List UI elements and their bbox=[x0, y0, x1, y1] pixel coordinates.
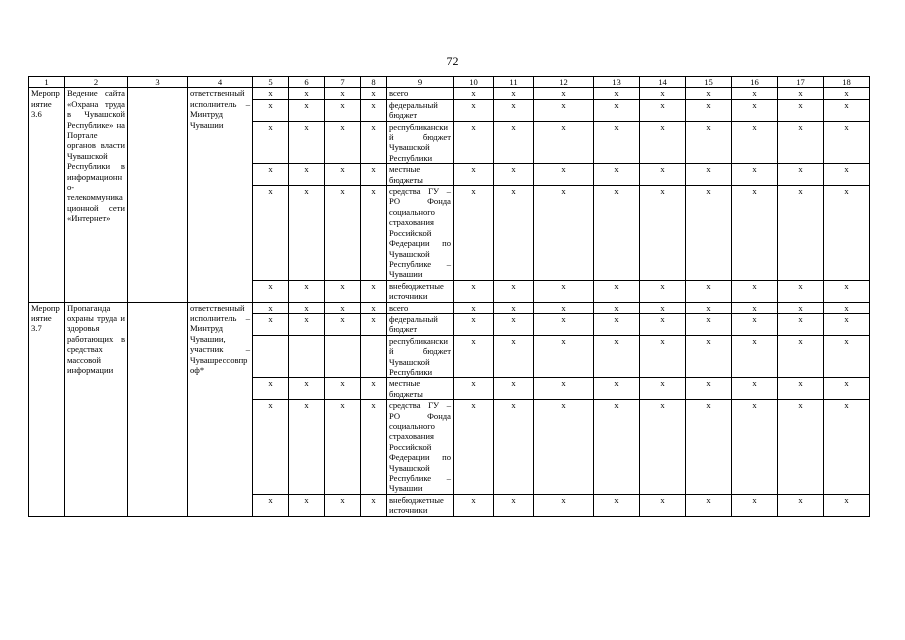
value-cell: х bbox=[732, 378, 778, 400]
value-cell: х bbox=[778, 302, 824, 313]
funding-source: всего bbox=[387, 88, 454, 99]
value-cell: х bbox=[594, 400, 640, 495]
column-number: 15 bbox=[686, 77, 732, 88]
column-number: 16 bbox=[732, 77, 778, 88]
value-cell: х bbox=[732, 99, 778, 121]
value-cell: х bbox=[289, 121, 325, 164]
value-cell bbox=[325, 335, 361, 378]
value-cell: х bbox=[454, 164, 494, 186]
funding-source: внебюджетные источники bbox=[387, 494, 454, 516]
value-cell: х bbox=[686, 400, 732, 495]
value-cell: х bbox=[640, 400, 686, 495]
value-cell: х bbox=[686, 186, 732, 281]
column-number: 11 bbox=[494, 77, 534, 88]
value-cell: х bbox=[824, 400, 870, 495]
column-number: 4 bbox=[188, 77, 253, 88]
value-cell: х bbox=[534, 400, 594, 495]
column-number: 18 bbox=[824, 77, 870, 88]
table-row bbox=[29, 302, 870, 313]
value-cell: х bbox=[686, 121, 732, 164]
value-cell: х bbox=[824, 186, 870, 281]
value-cell: х bbox=[325, 400, 361, 495]
value-cell: х bbox=[289, 186, 325, 281]
value-cell: х bbox=[534, 280, 594, 302]
value-cell: х bbox=[594, 302, 640, 313]
value-cell: х bbox=[253, 99, 289, 121]
funding-source: местные бюджеты bbox=[387, 378, 454, 400]
value-cell: х bbox=[454, 302, 494, 313]
value-cell: х bbox=[824, 280, 870, 302]
value-cell: х bbox=[454, 88, 494, 99]
value-cell: х bbox=[534, 302, 594, 313]
value-cell: х bbox=[778, 378, 824, 400]
value-cell: х bbox=[534, 88, 594, 99]
value-cell: х bbox=[494, 302, 534, 313]
value-cell: х bbox=[732, 313, 778, 335]
page-number: 72 bbox=[446, 54, 459, 68]
value-cell: х bbox=[824, 378, 870, 400]
column-number: 3 bbox=[128, 77, 188, 88]
value-cell: х bbox=[594, 99, 640, 121]
value-cell: х bbox=[494, 313, 534, 335]
value-cell: х bbox=[640, 302, 686, 313]
value-cell: х bbox=[454, 280, 494, 302]
value-cell: х bbox=[361, 378, 387, 400]
value-cell: х bbox=[253, 313, 289, 335]
value-cell: х bbox=[824, 164, 870, 186]
column-number: 10 bbox=[454, 77, 494, 88]
column-number: 9 bbox=[387, 77, 454, 88]
column-number: 1 bbox=[29, 77, 65, 88]
value-cell: х bbox=[778, 121, 824, 164]
value-cell: х bbox=[494, 99, 534, 121]
value-cell: х bbox=[494, 121, 534, 164]
value-cell: х bbox=[289, 88, 325, 99]
funding-source: внебюджетные источники bbox=[387, 280, 454, 302]
value-cell: х bbox=[289, 280, 325, 302]
value-cell: х bbox=[289, 164, 325, 186]
value-cell: х bbox=[253, 400, 289, 495]
value-cell: х bbox=[686, 99, 732, 121]
measure-id: Мероприятие 3.7 bbox=[29, 302, 65, 516]
value-cell: х bbox=[494, 378, 534, 400]
value-cell: х bbox=[594, 335, 640, 378]
value-cell: х bbox=[778, 164, 824, 186]
value-cell: х bbox=[253, 88, 289, 99]
value-cell: х bbox=[686, 280, 732, 302]
value-cell: х bbox=[640, 313, 686, 335]
value-cell: х bbox=[253, 186, 289, 281]
value-cell: х bbox=[686, 335, 732, 378]
value-cell: х bbox=[253, 302, 289, 313]
table-row bbox=[29, 88, 870, 99]
value-cell: х bbox=[732, 400, 778, 495]
value-cell: х bbox=[686, 313, 732, 335]
value-cell: х bbox=[325, 164, 361, 186]
measure-id: Мероприятие 3.6 bbox=[29, 88, 65, 302]
value-cell: х bbox=[361, 313, 387, 335]
value-cell: х bbox=[534, 186, 594, 281]
value-cell: х bbox=[494, 186, 534, 281]
value-cell: х bbox=[325, 121, 361, 164]
value-cell: х bbox=[454, 121, 494, 164]
value-cell: х bbox=[534, 99, 594, 121]
funding-source: республиканский бюджет Чувашской Республики bbox=[387, 335, 454, 378]
value-cell: х bbox=[494, 88, 534, 99]
column-number: 7 bbox=[325, 77, 361, 88]
value-cell: х bbox=[325, 88, 361, 99]
value-cell: х bbox=[778, 335, 824, 378]
header-row bbox=[29, 77, 870, 88]
value-cell: х bbox=[732, 186, 778, 281]
value-cell: х bbox=[361, 164, 387, 186]
value-cell: х bbox=[534, 378, 594, 400]
value-cell: х bbox=[325, 378, 361, 400]
value-cell: х bbox=[824, 494, 870, 516]
value-cell: х bbox=[778, 99, 824, 121]
value-cell: х bbox=[253, 494, 289, 516]
value-cell: х bbox=[686, 302, 732, 313]
funding-source: местные бюджеты bbox=[387, 164, 454, 186]
value-cell: х bbox=[494, 164, 534, 186]
value-cell: х bbox=[361, 88, 387, 99]
value-cell bbox=[361, 335, 387, 378]
value-cell: х bbox=[289, 313, 325, 335]
value-cell: х bbox=[325, 494, 361, 516]
value-cell: х bbox=[824, 121, 870, 164]
value-cell: х bbox=[361, 186, 387, 281]
value-cell: х bbox=[732, 302, 778, 313]
value-cell: х bbox=[494, 335, 534, 378]
value-cell: х bbox=[289, 494, 325, 516]
value-cell: х bbox=[824, 335, 870, 378]
value-cell: х bbox=[494, 400, 534, 495]
value-cell: х bbox=[778, 88, 824, 99]
value-cell: х bbox=[686, 88, 732, 99]
program-table bbox=[28, 76, 870, 517]
value-cell: х bbox=[594, 88, 640, 99]
value-cell: х bbox=[640, 280, 686, 302]
column-number: 17 bbox=[778, 77, 824, 88]
value-cell: х bbox=[454, 378, 494, 400]
value-cell: х bbox=[534, 121, 594, 164]
value-cell: х bbox=[325, 280, 361, 302]
value-cell: х bbox=[778, 280, 824, 302]
column-number: 12 bbox=[534, 77, 594, 88]
value-cell: х bbox=[534, 335, 594, 378]
empty-cell bbox=[128, 302, 188, 516]
value-cell: х bbox=[289, 378, 325, 400]
value-cell: х bbox=[778, 400, 824, 495]
value-cell: х bbox=[325, 302, 361, 313]
value-cell bbox=[289, 335, 325, 378]
value-cell: х bbox=[454, 186, 494, 281]
value-cell: х bbox=[534, 494, 594, 516]
measure-name: Ведение сайта «Охрана труда в Чувашской Республике» на Портале органов власти Чувашской Республики в информационно-телекоммуникационной сети «Интернет» bbox=[65, 88, 128, 302]
value-cell: х bbox=[640, 494, 686, 516]
column-number: 13 bbox=[594, 77, 640, 88]
value-cell: х bbox=[361, 99, 387, 121]
funding-source: республиканский бюджет Чувашской Республики bbox=[387, 121, 454, 164]
value-cell: х bbox=[778, 186, 824, 281]
value-cell: х bbox=[686, 494, 732, 516]
funding-source: федеральный бюджет bbox=[387, 313, 454, 335]
value-cell: х bbox=[594, 164, 640, 186]
value-cell: х bbox=[361, 400, 387, 495]
value-cell: х bbox=[640, 88, 686, 99]
value-cell: х bbox=[361, 494, 387, 516]
column-number: 5 bbox=[253, 77, 289, 88]
value-cell: х bbox=[534, 313, 594, 335]
value-cell: х bbox=[454, 99, 494, 121]
value-cell bbox=[253, 335, 289, 378]
value-cell: х bbox=[454, 400, 494, 495]
value-cell: х bbox=[732, 494, 778, 516]
funding-source: всего bbox=[387, 302, 454, 313]
value-cell: х bbox=[253, 164, 289, 186]
value-cell: х bbox=[253, 280, 289, 302]
value-cell: х bbox=[594, 121, 640, 164]
value-cell: х bbox=[534, 164, 594, 186]
measure-executor: ответственный исполнитель – Минтруд Чувашии bbox=[188, 88, 253, 302]
value-cell: х bbox=[454, 313, 494, 335]
value-cell: х bbox=[640, 99, 686, 121]
value-cell: х bbox=[594, 313, 640, 335]
value-cell: х bbox=[732, 335, 778, 378]
value-cell: х bbox=[325, 186, 361, 281]
value-cell: х bbox=[778, 494, 824, 516]
value-cell: х bbox=[732, 280, 778, 302]
value-cell: х bbox=[361, 121, 387, 164]
value-cell: х bbox=[686, 164, 732, 186]
value-cell: х bbox=[325, 313, 361, 335]
value-cell: х bbox=[640, 164, 686, 186]
value-cell: х bbox=[454, 494, 494, 516]
value-cell: х bbox=[289, 400, 325, 495]
value-cell: х bbox=[361, 280, 387, 302]
value-cell: х bbox=[253, 121, 289, 164]
value-cell: х bbox=[494, 494, 534, 516]
column-number: 14 bbox=[640, 77, 686, 88]
value-cell: х bbox=[640, 378, 686, 400]
value-cell: х bbox=[454, 335, 494, 378]
value-cell: х bbox=[640, 186, 686, 281]
value-cell: х bbox=[732, 164, 778, 186]
value-cell: х bbox=[640, 121, 686, 164]
funding-source: средства ГУ – РО Фонда социального страхования Российской Федерации по Чувашской Республике – Чувашии bbox=[387, 400, 454, 495]
empty-cell bbox=[128, 88, 188, 302]
value-cell: х bbox=[253, 378, 289, 400]
column-number: 6 bbox=[289, 77, 325, 88]
value-cell: х bbox=[732, 121, 778, 164]
value-cell: х bbox=[289, 99, 325, 121]
value-cell: х bbox=[778, 313, 824, 335]
value-cell: х bbox=[824, 313, 870, 335]
value-cell: х bbox=[325, 99, 361, 121]
funding-source: средства ГУ – РО Фонда социального страхования Российской Федерации по Чувашской Республике – Чувашии bbox=[387, 186, 454, 281]
value-cell: х bbox=[686, 378, 732, 400]
measure-name: Пропаганда охраны труда и здоровья работающих в средствах массовой информации bbox=[65, 302, 128, 516]
value-cell: х bbox=[824, 99, 870, 121]
column-number: 8 bbox=[361, 77, 387, 88]
value-cell: х bbox=[594, 186, 640, 281]
value-cell: х bbox=[289, 302, 325, 313]
value-cell: х bbox=[640, 335, 686, 378]
value-cell: х bbox=[594, 494, 640, 516]
column-number: 2 bbox=[65, 77, 128, 88]
funding-source: федеральный бюджет bbox=[387, 99, 454, 121]
value-cell: х bbox=[361, 302, 387, 313]
value-cell: х bbox=[594, 378, 640, 400]
value-cell: х bbox=[732, 88, 778, 99]
value-cell: х bbox=[824, 302, 870, 313]
measure-executor: ответственный исполнитель – Минтруд Чувашии, участник – Чувашрессовпроф* bbox=[188, 302, 253, 516]
value-cell: х bbox=[494, 280, 534, 302]
value-cell: х bbox=[824, 88, 870, 99]
value-cell: х bbox=[594, 280, 640, 302]
